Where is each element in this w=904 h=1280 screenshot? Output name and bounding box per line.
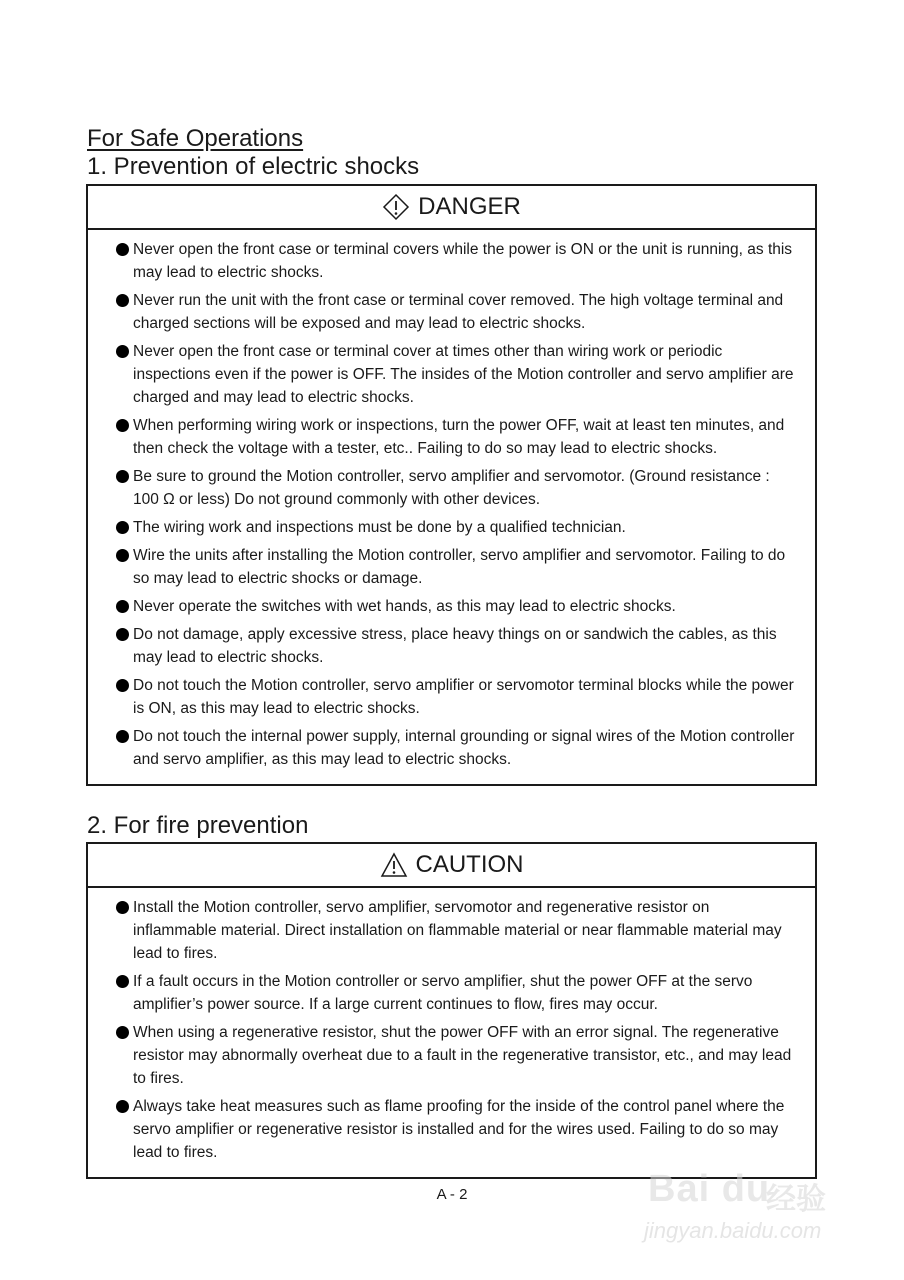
- list-item: [116, 725, 795, 771]
- danger-diamond-icon: [382, 193, 410, 221]
- list-item-text: Never open the front case or terminal covers while the power is ON or the unit is running, as this may lead to electric shocks.: [133, 241, 793, 281]
- list-item: [116, 238, 795, 284]
- bullet-icon: [116, 975, 129, 988]
- list-item-text: Install the Motion controller, servo amplifier, servomotor and regenerative resistor on inflammable material. Direct installation on flammable material or near flammable material may lead to fires.: [133, 899, 782, 962]
- watermark-brand: Bai du: [648, 1168, 771, 1210]
- bullet-icon: [116, 901, 129, 914]
- list-item: [116, 289, 795, 335]
- list-item-text: Be sure to ground the Motion controller, servo amplifier and servomotor. (Ground resistance : 100 Ω or less) Do not ground commonly with other devices.: [133, 468, 770, 508]
- list-item: [116, 970, 795, 1016]
- caution-box-header: [88, 844, 815, 888]
- list-item-text: The wiring work and inspections must be done by a qualified technician.: [133, 519, 626, 536]
- bullet-icon: [116, 679, 129, 692]
- danger-box-header: [88, 186, 815, 230]
- bullet-icon: [116, 1026, 129, 1039]
- list-item-text: Do not touch the Motion controller, servo amplifier or servomotor terminal blocks while the power is ON, as this may lead to electric shocks.: [133, 677, 794, 717]
- page-number: A - 2: [436, 1186, 468, 1203]
- bullet-icon: [116, 243, 129, 256]
- list-item: [116, 465, 795, 511]
- caution-box: [86, 842, 817, 1179]
- bullet-icon: [116, 730, 129, 743]
- list-item: [116, 623, 795, 669]
- watermark-url: jingyan.baidu.com: [644, 1218, 822, 1243]
- list-item: [116, 414, 795, 460]
- danger-box: [86, 184, 817, 786]
- list-item: [116, 516, 795, 539]
- list-item-text: Wire the units after installing the Motion controller, servo amplifier and servomotor. Failing to do so may lead to electric shocks or damage.: [133, 547, 786, 587]
- watermark: [640, 1160, 870, 1270]
- caution-box-title: CAUTION: [415, 851, 524, 878]
- list-item-text: Always take heat measures such as flame proofing for the inside of the control panel where the servo amplifier or regenerative resistor is installed and for the wires used. Failing to do so may lead to fires.: [133, 1098, 785, 1161]
- page-title: For Safe Operations: [87, 125, 304, 152]
- bullet-icon: [116, 294, 129, 307]
- bullet-icon: [116, 549, 129, 562]
- bullet-icon: [116, 1100, 129, 1113]
- bullet-icon: [116, 419, 129, 432]
- caution-item-list: [88, 888, 815, 1164]
- list-item-text: When using a regenerative resistor, shut the power OFF with an error signal. The regenerative resistor may abnormally overheat due to a fault in the regenerative transistor, etc., and may lead to fires.: [133, 1024, 792, 1087]
- list-item-text: Never operate the switches with wet hands, as this may lead to electric shocks.: [133, 598, 676, 615]
- list-item: [116, 1021, 795, 1090]
- section-heading-electric-shocks: 1. Prevention of electric shocks: [87, 153, 420, 180]
- list-item-text: Never open the front case or terminal cover at times other than wiring work or periodic inspections even if the power is OFF. The insides of the Motion controller and servo amplifier are charged and may lead to electric shocks.: [133, 343, 794, 406]
- bullet-icon: [116, 470, 129, 483]
- list-item: [116, 595, 795, 618]
- bullet-icon: [116, 521, 129, 534]
- bullet-icon: [116, 600, 129, 613]
- list-item: [116, 896, 795, 965]
- list-item-text: Never run the unit with the front case or terminal cover removed. The high voltage terminal and charged sections will be exposed and may lead to electric shocks.: [133, 292, 784, 332]
- danger-box-title: DANGER: [418, 193, 521, 220]
- list-item: [116, 674, 795, 720]
- list-item-text: If a fault occurs in the Motion controller or servo amplifier, shut the power OFF at the servo amplifier’s power source. If a large current continues to flow, fires may occur.: [133, 973, 753, 1013]
- section-heading-fire-prevention: 2. For fire prevention: [87, 812, 309, 839]
- list-item-text: When performing wiring work or inspections, turn the power OFF, wait at least ten minutes, and then check the voltage with a tester, etc.. Failing to do so may lead to electric shocks.: [133, 417, 785, 457]
- list-item-text: Do not touch the internal power supply, internal grounding or signal wires of the Motion controller and servo amplifier, as this may lead to electric shocks.: [133, 728, 795, 768]
- list-item: [116, 340, 795, 409]
- list-item: [116, 1095, 795, 1164]
- bullet-icon: [116, 345, 129, 358]
- danger-item-list: [88, 230, 815, 771]
- watermark-brand-cn: 经验: [766, 1183, 826, 1216]
- list-item-text: Do not damage, apply excessive stress, place heavy things on or sandwich the cables, as this may lead to electric shocks.: [133, 626, 777, 666]
- list-item: [116, 544, 795, 590]
- bullet-icon: [116, 628, 129, 641]
- caution-triangle-icon: [380, 852, 408, 878]
